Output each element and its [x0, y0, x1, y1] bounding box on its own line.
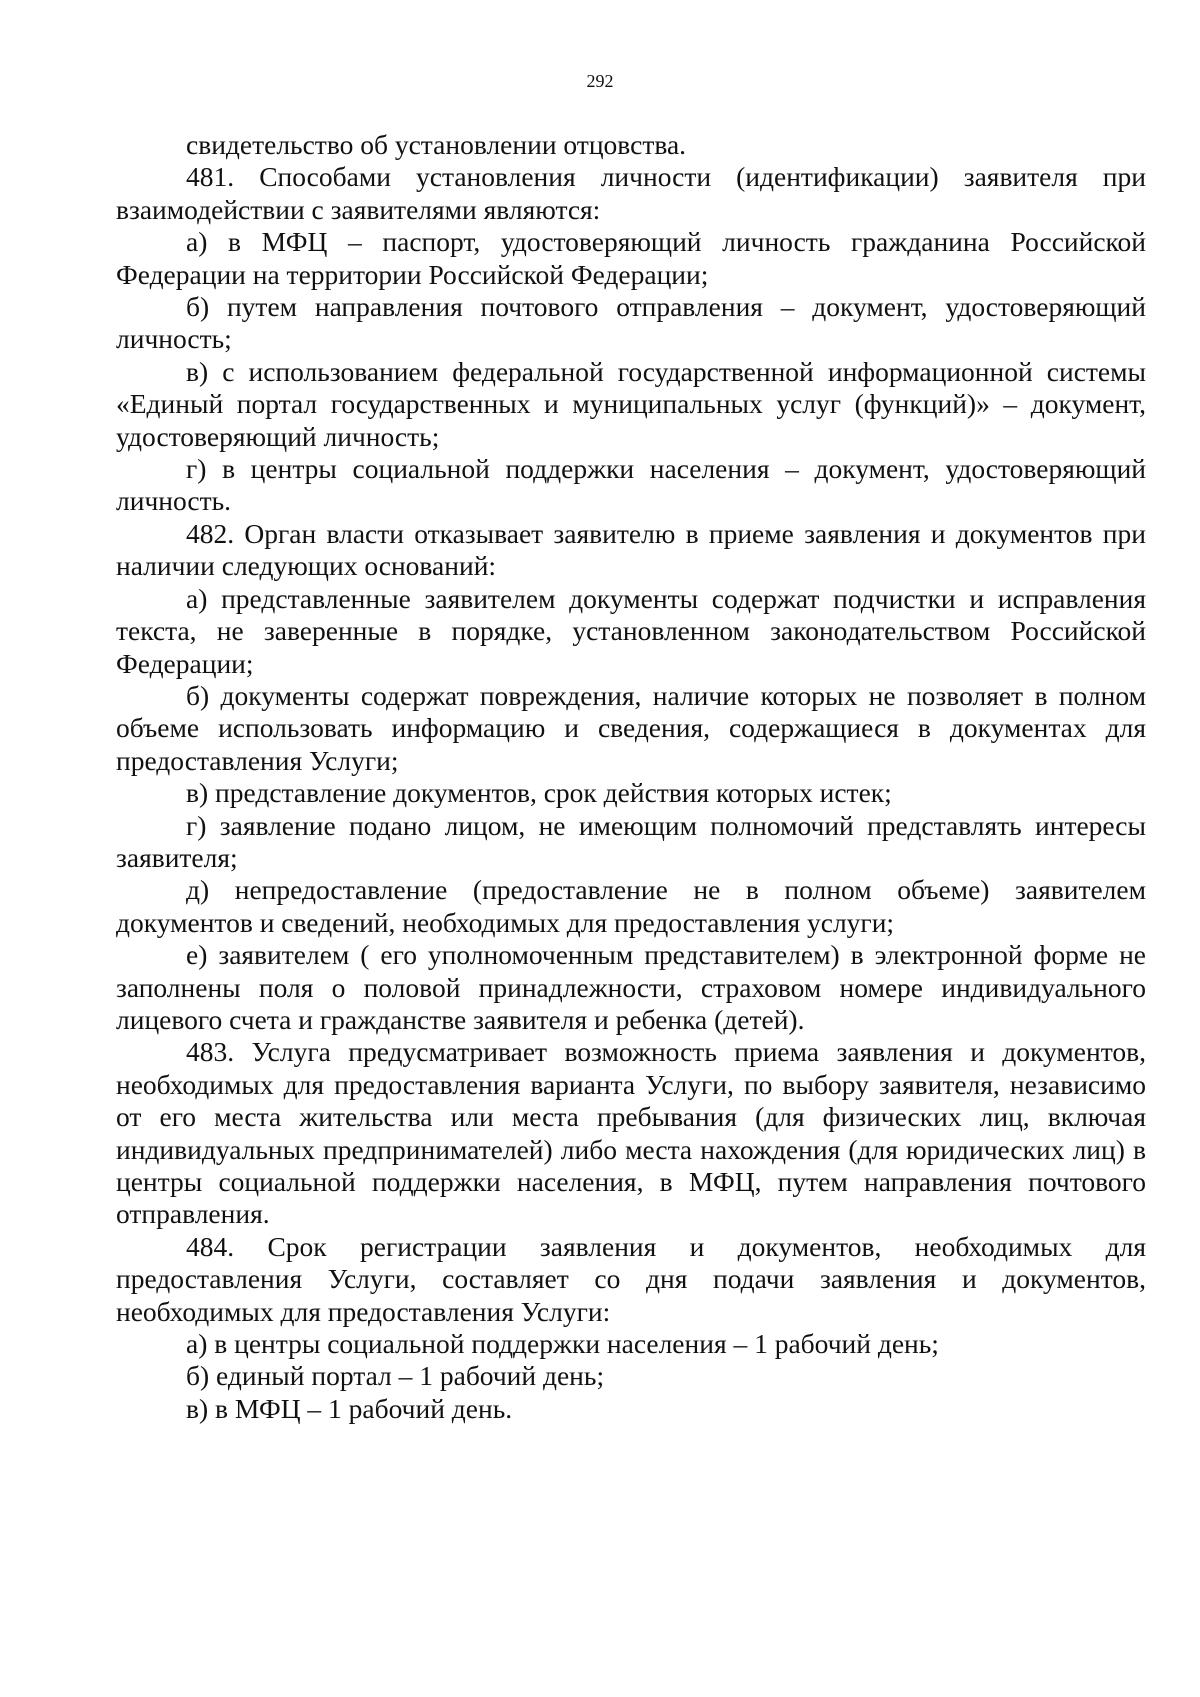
document-body: [116, 129, 1146, 1425]
paragraph-482-b: б) документы содержат повреждения, наличие которых не позволяет в полном объеме использовать информацию и сведения, содержащиеся в документах для предоставления Услуги;: [116, 679, 1146, 776]
paragraph-481-b: б) путем направления почтового отправления – документ, удостоверяющий личность;: [116, 291, 1146, 355]
paragraph-481-g: г) в центры социальной поддержки населения – документ, удостоверяющий личность.: [116, 453, 1146, 517]
paragraph-484-v: в) в МФЦ – 1 рабочий день.: [186, 1392, 513, 1424]
paragraph-484: 484. Срок регистрации заявления и документов, необходимых для предоставления Услуги, составляет со дня подачи заявления и документов, необходимых для предоставления Услуги:: [116, 1230, 1146, 1327]
paragraph-481-v: в) с использованием федеральной государственной информационной системы «Единый портал государственных и муниципальных услуг (функций)» – документ, удостоверяющий личность;: [116, 355, 1146, 452]
paragraph-482-a: а) представленные заявителем документы содержат подчистки и исправления текста, не заверенные в порядке, установленном законодательством Российской Федерации;: [116, 582, 1146, 679]
paragraph-483: 483. Услуга предусматривает возможность приема заявления и документов, необходимых для предоставления варианта Услуги, по выбору заявителя, независимо от его места жительства или места пребывания (для физических лиц, включая индивидуальных предпринимателей) либо места нахождения (для юридических лиц) в центры социальной поддержки населения, в МФЦ, путем направления почтового отправления.: [116, 1036, 1146, 1230]
paragraph-482-d: д) непредоставление (предоставление не в полном объеме) заявителем документов и сведений, необходимых для предоставления услуги;: [116, 874, 1146, 938]
paragraph-paternity-certificate: свидетельство об установлении отцовства.: [186, 129, 687, 160]
paragraph-481: 481. Способами установления личности (идентификации) заявителя при взаимодействии с заявителями являются:: [116, 161, 1146, 225]
paragraph-481-a: а) в МФЦ – паспорт, удостоверяющий личность гражданина Российской Федерации на территории Российской Федерации;: [116, 226, 1146, 290]
paragraph-482-e: е) заявителем ( его уполномоченным представителем) в электронной форме не заполнены поля о половой принадлежности, страховом номере индивидуального лицевого счета и гражданстве заявителя и ребенка (детей).: [116, 939, 1146, 1035]
page-number: 292: [586, 71, 614, 91]
paragraph-482: 482. Орган власти отказывает заявителю в приеме заявления и документов при наличии следующих оснований:: [116, 517, 1146, 582]
paragraph-482-g: г) заявление подано лицом, не имеющим полномочий представлять интересы заявителя;: [116, 809, 1146, 873]
paragraph-482-v: в) представление документов, срок действия которых истек;: [186, 777, 892, 809]
paragraph-484-b: б) единый портал – 1 рабочий день;: [186, 1360, 605, 1392]
paragraph-484-a: а) в центры социальной поддержки населения – 1 рабочий день;: [186, 1328, 939, 1360]
